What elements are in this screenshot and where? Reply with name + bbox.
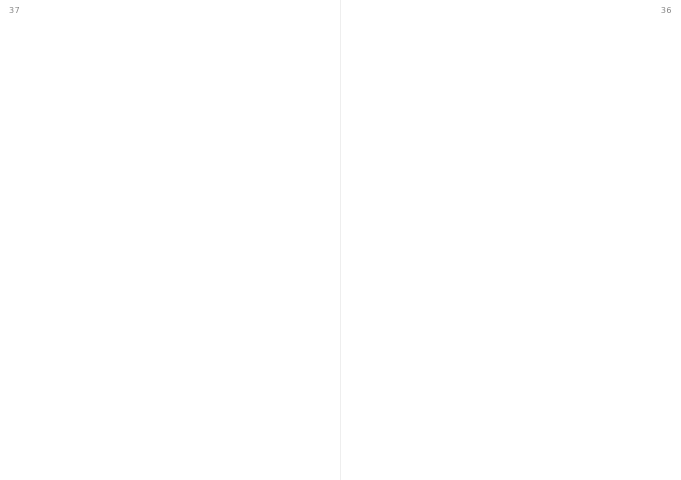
right-page-number: 36 (660, 6, 672, 15)
left-page (0, 0, 340, 480)
left-page-number: 37 (9, 6, 21, 15)
left-page-text (36, 48, 320, 460)
right-page-text (355, 48, 667, 460)
right-page (341, 0, 681, 480)
